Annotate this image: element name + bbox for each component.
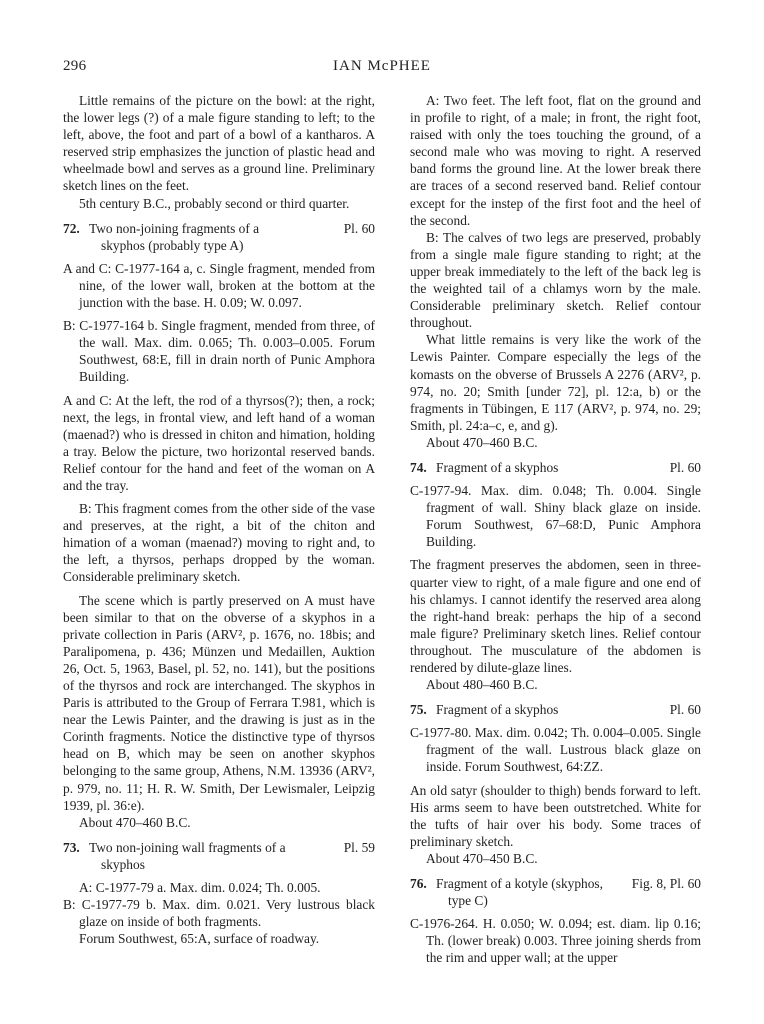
discussion: What little remains is very like the work of the Lewis Painter. Compare especially the legs of the komasts on the obverse of Brussels A 2276 (ARV², p. 974, no. 20; Smith [under 72], pl. 12:a, b) or the fragments in Tübingen, E 117 (ARV², p. 974, no. 29; Smith, pl. 24:a–c, e, and g). — [410, 332, 701, 433]
catalogue-data: C-1977-80. Max. dim. 0.042; Th. 0.004–0.005. Single fragment of the wall. Lustrous black glaze on inside. Forum Southwest, 64:ZZ. — [410, 725, 701, 775]
catalogue-data: A: C-1977-79 a. Max. dim. 0.024; Th. 0.005. — [79, 880, 321, 896]
catalogue-data: B: C-1977-79 b. Max. dim. 0.021. Very lustrous black glaze on inside of both fragments. — [63, 897, 375, 930]
plate-ref: Fig. 8, Pl. 60 — [631, 876, 701, 892]
page-number: 296 — [63, 58, 87, 74]
plate-ref: Pl. 60 — [343, 220, 375, 236]
description: The fragment preserves the abdomen, seen in three-quarter view to right, of a male figure and one end of his chlamys. I cannot identify the reserved area along the right-hand break: perhaps the hip of a second male figure? Preliminary sketch lines. Relief contour throughout. The musculature of the abdomen is rendered by dilute-glaze lines. — [410, 557, 701, 675]
plate-ref: Pl. 60 — [669, 702, 701, 718]
running-head: IAN McPHEE — [333, 58, 431, 74]
catalogue-data: A and C: C-1977-164 a, c. Single fragment, mended from nine, of the lower wall, broken at the bottom at the junction with the base. H. 0.09; W. 0.097. — [63, 260, 375, 311]
entry-title: Fragment of a kotyle (skyphos, type C) — [436, 876, 603, 909]
description: A: Two feet. The left foot, flat on the ground and in profile to right, of a male; in front, the right foot, raised with only the toes touching the ground, of a second male who was moving to right. A reserved band forms the ground line. At the lower break there are traces of a second reserved band. Relief contour except for the instep of the first foot and the heel of the second. — [410, 93, 701, 228]
page-header — [0, 58, 764, 80]
discussion: The scene which is partly preserved on A must have been similar to that on the obverse of a skyphos in a private collection in Paris (ARV², p. 1676, no. 18bis; and Paralipomena, p. 436; Münzen und Medaillen, Auktion 26, Oct. 5, 1963, Basel, pl. 52, no. 141), but the positions of the thyrsos and rock are interchanged. The skyphos in Paris is attributed to the Group of Ferrara T.981, which is near the Lewis Painter, and the drawing is just as in the Corinth fragments. Notice the distinctive type of thyrsos head on B, which may be seen on another skyphos belonging to the same group, Athens, N.M. 13936 (ARV², p. 979, no. 11; H. R. W. Smith, Der Lewismaler, Leipzig 1939, pl. 36:e). — [63, 592, 375, 813]
entry-number: 74. — [410, 459, 427, 475]
date-line: 5th century B.C., probably second or third quarter. — [79, 195, 350, 211]
entry-title: Two non-joining fragments of a skyphos (probably type A) — [89, 220, 260, 253]
catalogue-data: B: C-1977-164 b. Single fragment, mended from three, of the wall. Max. dim. 0.065; Th. 0.003–0.005. Forum Southwest, 68:E, fill in drain north of Punic Amphora Building. — [63, 318, 375, 385]
date-line: About 470–450 B.C. — [426, 850, 538, 866]
catalogue-entry-76 — [410, 875, 701, 909]
catalogue-entry-73 — [63, 839, 375, 873]
catalogue-data: C-1976-264. H. 0.050; W. 0.094; est. diam. lip 0.16; Th. (lower break) 0.003. Three joining sherds from the rim and upper wall; at the upper — [410, 916, 701, 966]
description: A and C: At the left, the rod of a thyrsos(?); then, a rock; next, the legs, in frontal view, and left hand of a woman (maenad?) who is dressed in chiton and himation, holding a tray. Below the picture, two horizontal reserved bands. Relief contour for the hand and feet of the woman on A and the tray. — [63, 392, 375, 493]
entry-title: Two non-joining wall fragments of a skyphos — [89, 839, 286, 872]
entry-number: 75. — [410, 702, 427, 718]
entry-number: 72. — [63, 220, 80, 236]
catalogue-data: C-1977-94. Max. dim. 0.048; Th. 0.004. Single fragment of wall. Shiny black glaze on inside. Forum Southwest, 67–68:D, Punic Amphora Building. — [410, 483, 701, 550]
description: B: This fragment comes from the other side of the vase and preserves, at the right, a bit of the chiton and himation of a woman (maenad?) moving to right and, to the left, a thyrsos, perhaps dropped by the woman. Considerable preliminary sketch. — [63, 501, 375, 585]
description: An old satyr (shoulder to thigh) bends forward to left. His arms seem to have been outstretched. White for the tufts of hair over his body. Some traces of preliminary sketch. — [410, 782, 701, 849]
date-line: About 480–460 B.C. — [426, 677, 538, 693]
entry-number: 73. — [63, 839, 80, 855]
paragraph: Little remains of the picture on the bowl: at the right, the lower legs (?) of a male figure standing to left; to the left, above, the foot and part of a bowl of a kantharos. A reserved strip emphasizes the junction of plastic head and wheelmade bowl and serves as a ground line. Preliminary sketch lines on the feet. — [63, 93, 375, 194]
description: B: The calves of two legs are preserved, probably from a single male figure standing to right; at the upper break immediately to the left of the back leg is the weighted tail of a chlamys worn by the male. Considerable preliminary sketch. Relief contour throughout. — [410, 229, 701, 331]
date-line: About 470–460 B.C. — [79, 814, 191, 830]
catalogue-entry-75 — [410, 701, 701, 718]
date-line: About 470–460 B.C. — [426, 434, 538, 450]
plate-ref: Pl. 60 — [669, 459, 701, 475]
right-column — [410, 92, 701, 967]
entry-title: Fragment of a skyphos — [436, 702, 559, 718]
catalogue-entry-74 — [410, 459, 701, 476]
entry-number: 76. — [410, 876, 427, 892]
plate-ref: Pl. 59 — [343, 839, 375, 855]
catalogue-entry-72 — [63, 220, 375, 254]
find-spot: Forum Southwest, 65:A, surface of roadway. — [79, 931, 320, 947]
entry-title: Fragment of a skyphos — [436, 459, 559, 475]
left-column — [63, 92, 375, 947]
